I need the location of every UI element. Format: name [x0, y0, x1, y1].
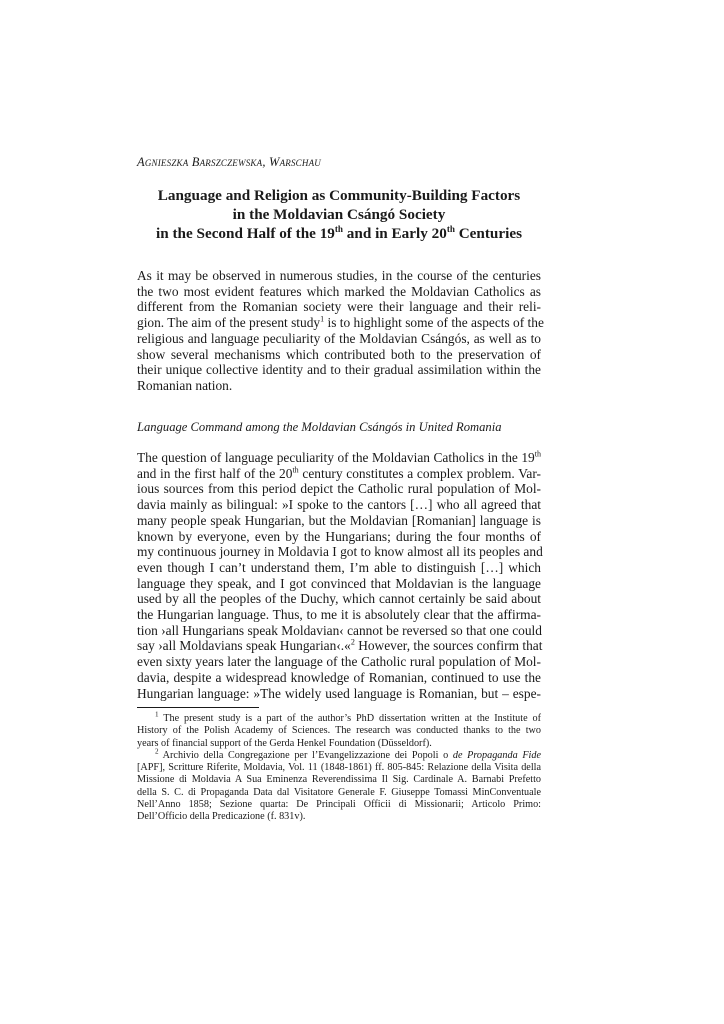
- main-line: my continuous journey in Moldavia I got to know almost all its peoples and: [137, 544, 543, 560]
- intro-line: their unique collective identity and to their gradual assimilation within the: [137, 362, 541, 378]
- intro-line-text: is to highlight some of the aspects of the: [324, 315, 544, 331]
- main-line: even though I can’t understand them, I’m able to distinguish […] which: [137, 559, 541, 575]
- footnotes: [137, 710, 542, 824]
- main-line-text: However, the sources confirm that: [354, 638, 543, 654]
- footnote-divider: [137, 707, 259, 708]
- footnote-mark: 1: [155, 710, 159, 719]
- footnote-ref-2[interactable]: 2: [350, 637, 355, 647]
- title-line-2: in the Moldavian Csángó Society: [232, 206, 446, 223]
- main-line: Hungarian language: »The widely used language is Romanian, but – espe-: [137, 685, 541, 701]
- title-line-3: [137, 224, 541, 243]
- main-line: the Hungarian language. Thus, to me it is absolutely clear that the affirma-: [137, 607, 541, 623]
- author-name: Agnieszka Barszczewska: [137, 155, 263, 169]
- footnote-line: Nell’Anno 1858; Sezione quarta: De Principali Officii di Missionarii; Articolo Primo:: [137, 799, 541, 811]
- title-line-3-part-a: in the Second Half of the 19: [156, 225, 335, 242]
- footnote-text-italic: de Propaganda Fide: [452, 749, 542, 761]
- footnote-line: [137, 710, 541, 725]
- main-line: [137, 450, 541, 466]
- footnote-line: [APF], Scritture Riferite, Moldavia, Vol. 11 (1848-1861) ff. 805-845: Relazione della Visita della: [137, 762, 541, 774]
- main-line-text: century constitutes a complex problem. Var-: [298, 465, 541, 481]
- footnote-mark: 2: [155, 747, 159, 756]
- main-line: language they speak, and I got convinced that Moldavian is the language: [137, 575, 541, 591]
- footnote-2: [137, 747, 542, 824]
- footnote-line: [137, 747, 542, 762]
- main-line: used by all the peoples of the Duchy, which cannot certainly be said about: [137, 591, 541, 607]
- intro-line-text: gion. The aim of the present study: [137, 315, 321, 331]
- footnote-line: years of financial support of the Gerda Henkel Foundation (Düsseldorf).: [137, 737, 432, 749]
- intro-line: Romanian nation.: [137, 377, 233, 393]
- main-line: tion ›all Hungarians speak Moldavian‹ cannot be reversed so that one could: [137, 622, 542, 638]
- author-place: Warschau: [268, 155, 321, 169]
- main-line-text: The question of language peculiarity of the Moldavian Catholics in the 19: [137, 450, 535, 465]
- intro-line: show several mechanisms which contributed both to the preservation of: [137, 346, 541, 362]
- footnote-ref-1[interactable]: 1: [320, 314, 325, 324]
- main-paragraph: [137, 450, 541, 701]
- section-heading: Language Command among the Moldavian Csángós in United Romania: [137, 420, 502, 434]
- article-title: [137, 186, 541, 243]
- footnote-line: Missione di Moldavia A Sua Eminenza Reverendissima Il Sig. Cardinale A. Barnabi Prefetto: [137, 774, 541, 786]
- title-superscript-2: th: [446, 223, 455, 234]
- author-line: [137, 155, 321, 170]
- superscript: th: [292, 465, 299, 475]
- footnote-line: Dell’Officio della Predicazione (f. 831v).: [137, 811, 306, 823]
- footnote-text: Archivio della Congregazione per l’Evangelizzazione dei Popoli o: [162, 749, 453, 761]
- footnote-1: [137, 710, 541, 750]
- intro-line: different from the Romanian society were their language and their reli-: [137, 299, 541, 315]
- main-line: [137, 466, 541, 482]
- intro-line: As it may be observed in numerous studies, in the course of the centuries: [137, 268, 541, 283]
- main-line: known by everyone, even by the Hungarians; during the four months of: [137, 528, 541, 544]
- main-line: davia, despite a widespread knowledge of Romanian, continued to use the: [137, 669, 541, 685]
- superscript: th: [534, 449, 541, 459]
- main-line: davia mainly as bilingual: »I spoke to the cantors […] who all agreed that: [137, 497, 541, 513]
- main-line: many people speak Hungarian, but the Moldavian [Romanian] language is: [137, 512, 541, 528]
- title-superscript-1: th: [334, 223, 343, 234]
- footnote-line: della S. C. di Propaganda Data dal Visitatore Generale F. Giuseppe Tomassi MinConventuale: [137, 786, 541, 798]
- footnote-line: History of the Polish Academy of Sciences. The research was conducted thanks to the two: [137, 725, 541, 737]
- title-line-3-part-c: Centuries: [454, 225, 522, 242]
- main-line-text: say ›all Moldavians speak Hungarian‹.«: [137, 638, 351, 654]
- title-line-3-part-b: and in Early 20: [343, 225, 447, 242]
- footnote-text: The present study is a part of the author’s PhD dissertation written at the Institute of: [163, 713, 541, 724]
- main-line-text: and in the first half of the 20: [137, 465, 293, 481]
- intro-line: the two most evident features which marked the Moldavian Catholics as: [137, 283, 541, 299]
- main-line: ious sources from this period depict the Catholic rural population of Mol-: [137, 481, 541, 497]
- author-separator: ,: [262, 155, 269, 169]
- intro-paragraph: [137, 268, 544, 394]
- intro-line: religious and language peculiarity of the Moldavian Csángós, as well as to: [137, 330, 541, 346]
- intro-line: [137, 314, 544, 331]
- title-line-1: Language and Religion as Community-Building Factors: [157, 187, 521, 204]
- main-line: even sixty years later the language of the Catholic rural population of Mol-: [137, 654, 541, 670]
- main-line: [137, 638, 541, 654]
